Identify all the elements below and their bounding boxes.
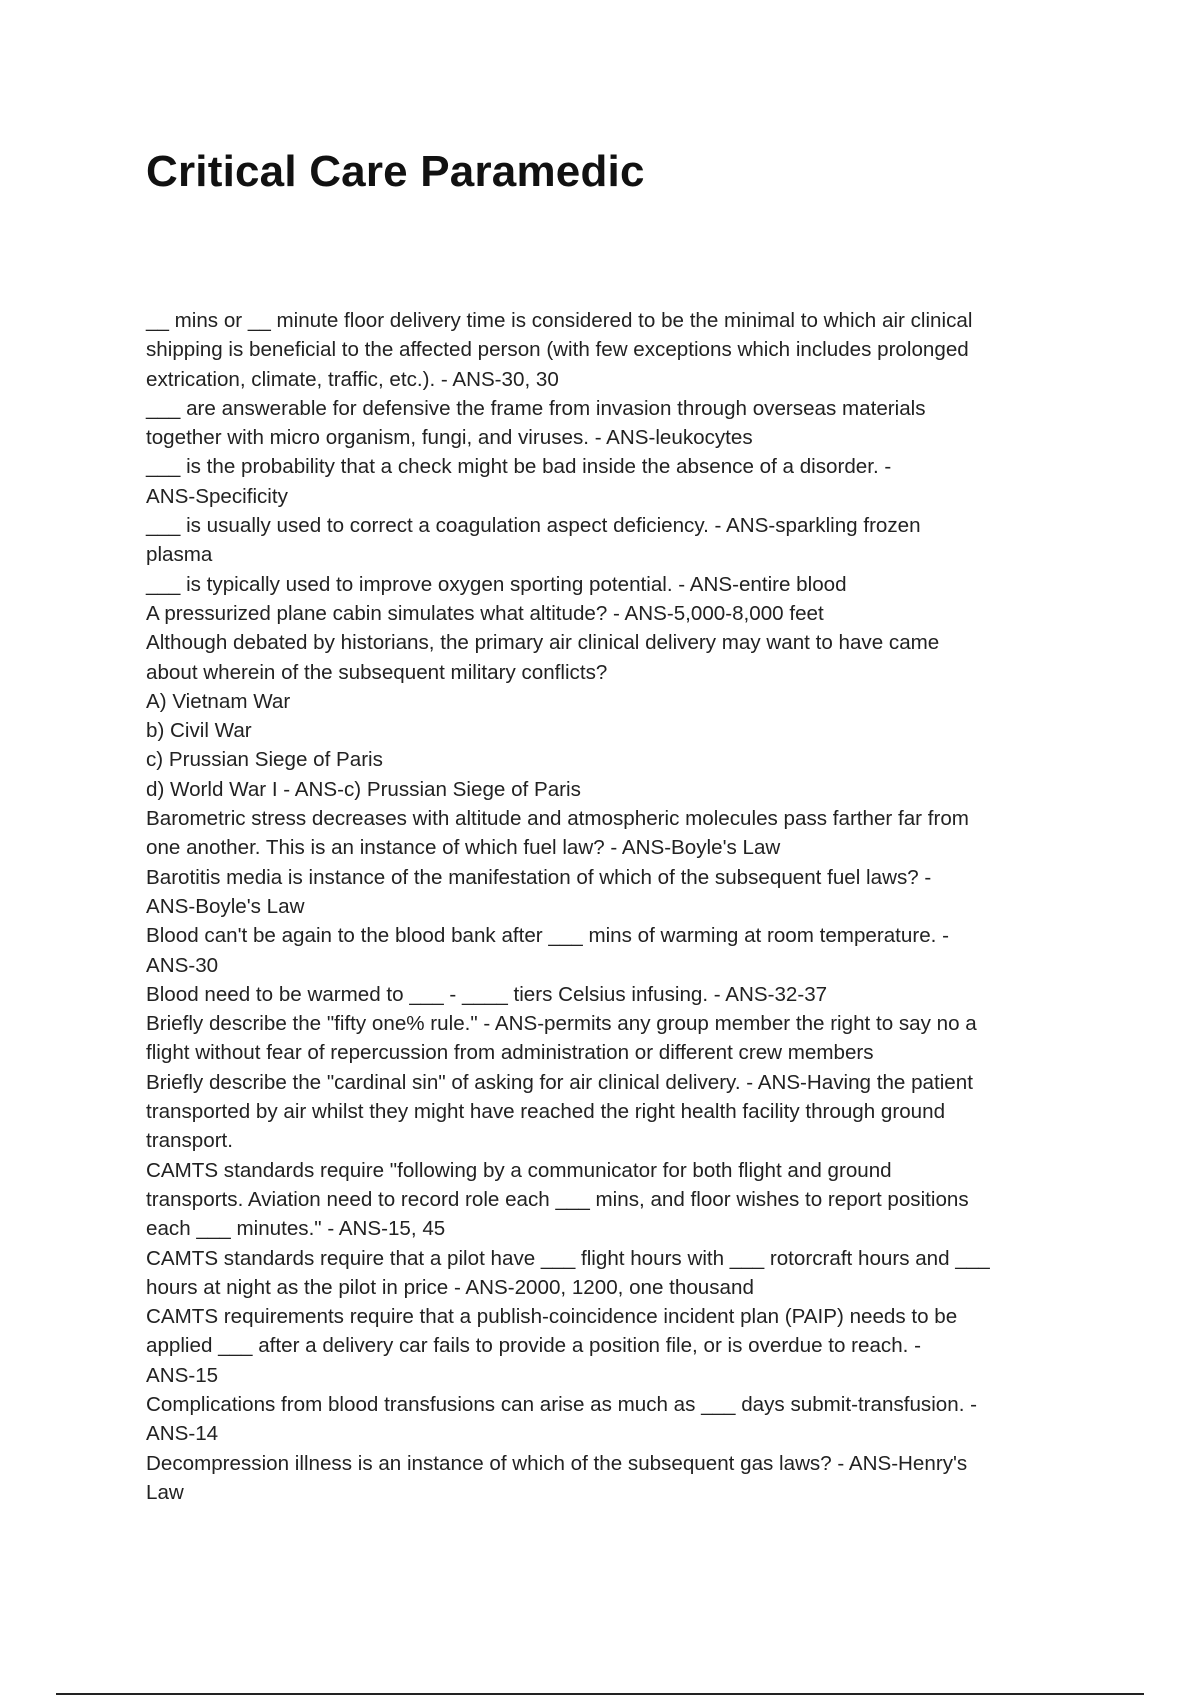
text-line: ANS-15: [146, 1363, 219, 1387]
text-line: about wherein of the subsequent military conflicts?: [146, 660, 608, 684]
text-line: A) Vietnam War: [146, 689, 291, 713]
text-line: ANS-Boyle's Law: [146, 894, 305, 918]
text-line: extrication, climate, traffic, etc.). - ANS-30, 30: [146, 367, 559, 391]
text-line: Complications from blood transfusions can arise as much as ___ days submit-transfusion. -: [146, 1392, 977, 1416]
text-line: Barotitis media is instance of the manifestation of which of the subsequent fuel laws? -: [146, 865, 932, 889]
footer-divider: [56, 1693, 1144, 1695]
text-line: CAMTS standards require "following by a communicator for both flight and ground: [146, 1158, 892, 1182]
text-line: Although debated by historians, the primary air clinical delivery may want to have came: [146, 631, 940, 655]
text-line: ANS-Specificity: [146, 484, 288, 508]
text-line: ___ is typically used to improve oxygen sporting potential. - ANS-entire blood: [146, 572, 847, 596]
page-title: Critical Care Paramedic: [146, 147, 645, 196]
text-line: CAMTS standards require that a pilot have ___ flight hours with ___ rotorcraft hours and ___: [146, 1246, 990, 1270]
text-line: flight without fear of repercussion from administration or different crew members: [146, 1041, 874, 1065]
text-line: c) Prussian Siege of Paris: [146, 748, 383, 772]
text-line: A pressurized plane cabin simulates what altitude? - ANS-5,000-8,000 feet: [146, 601, 824, 625]
text-line: ___ is usually used to correct a coagulation aspect deficiency. - ANS-sparkling frozen: [146, 514, 921, 538]
text-line: Barometric stress decreases with altitude and atmospheric molecules pass farther far from: [146, 807, 969, 831]
text-line: one another. This is an instance of which fuel law? - ANS-Boyle's Law: [146, 836, 781, 860]
text-line: ANS-30: [146, 953, 219, 977]
text-line: ___ are answerable for defensive the frame from invasion through overseas materials: [146, 396, 926, 420]
text-line: each ___ minutes." - ANS-15, 45: [146, 1217, 446, 1241]
text-line: ANS-14: [146, 1422, 219, 1446]
document-body: [146, 306, 1076, 1507]
text-line: shipping is beneficial to the affected person (with few exceptions which includes prolonged: [146, 338, 969, 362]
text-line: ___ is the probability that a check might be bad inside the absence of a disorder. -: [146, 455, 892, 479]
text-line: Law: [146, 1480, 184, 1504]
text-line: hours at night as the pilot in price - ANS-2000, 1200, one thousand: [146, 1275, 754, 1299]
text-line: Blood can't be again to the blood bank after ___ mins of warming at room temperature. -: [146, 924, 949, 948]
text-line: Briefly describe the "cardinal sin" of asking for air clinical delivery. - ANS-Having the patient: [146, 1070, 973, 1094]
text-line: d) World War I - ANS-c) Prussian Siege of Paris: [146, 777, 581, 801]
text-line: __ mins or __ minute floor delivery time is considered to be the minimal to which air clinical: [146, 309, 973, 332]
text-line: CAMTS requirements require that a publish-coincidence incident plan (PAIP) needs to be: [146, 1305, 958, 1329]
text-line: applied ___ after a delivery car fails to provide a position file, or is overdue to reach. -: [146, 1334, 921, 1358]
text-line: Briefly describe the "fifty one% rule." - ANS-permits any group member the right to say no a: [146, 1012, 977, 1036]
text-line: together with micro organism, fungi, and viruses. - ANS-leukocytes: [146, 426, 753, 450]
text-line: transports. Aviation need to record role each ___ mins, and floor wishes to report positions: [146, 1187, 969, 1211]
text-line: Decompression illness is an instance of which of the subsequent gas laws? - ANS-Henry's: [146, 1451, 968, 1475]
text-line: plasma: [146, 543, 213, 567]
text-line: Blood need to be warmed to ___ - ____ tiers Celsius infusing. - ANS-32-37: [146, 982, 828, 1006]
text-line: b) Civil War: [146, 719, 252, 743]
text-line: transported by air whilst they might have reached the right health facility through ground: [146, 1100, 946, 1124]
text-line: transport.: [146, 1129, 233, 1153]
